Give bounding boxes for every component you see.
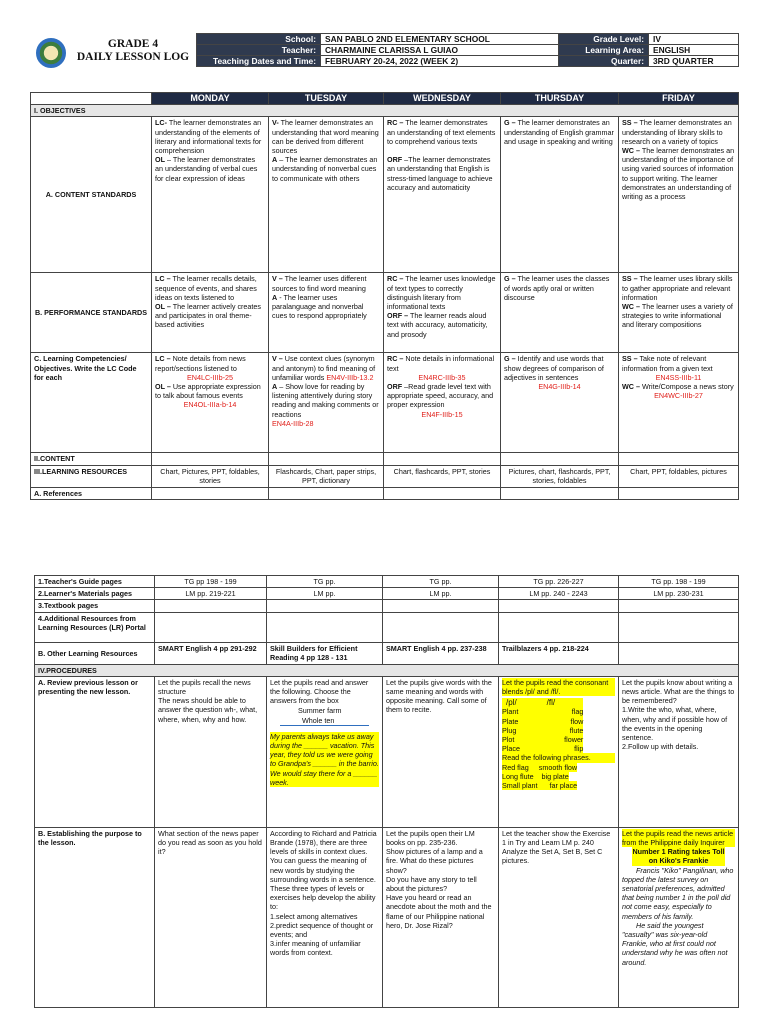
other-wednesday: SMART English 4 pp. 237-238	[383, 642, 499, 664]
additional-resources-label: 4.Additional Resources from Learning Resources (LR) Portal	[35, 612, 155, 642]
tg-thursday: TG pp. 226-227	[499, 576, 619, 588]
purpose-monday: What section of the news paper do you read as soon as you hold it?	[155, 827, 267, 1007]
other-friday	[619, 642, 739, 664]
tg-wednesday: TG pp.	[383, 576, 499, 588]
resources-label: III.LEARNING RESOURCES	[31, 465, 152, 487]
cs-thursday: G – The learner demonstrates an understanding of English grammar and usage in speaking and writing	[501, 117, 619, 273]
objectives-table	[30, 92, 739, 500]
lm-friday: LM pp. 230-231	[619, 588, 739, 600]
other-resources-label: B. Other Learning Resources	[35, 642, 155, 664]
resources-friday: Chart, PPT, foldables, pictures	[619, 465, 739, 487]
procedures-heading: IV.PROCEDURES	[35, 664, 739, 676]
ps-friday: SS – The learner uses library skills to gather appropriate and relevant information WC – The learner uses a variety of strategies to write informational and literary compositions	[619, 273, 739, 353]
review-friday: Let the pupils know about writing a news article. What are the things to be remembered? 1.Write the who, what, where, when, why and if possible how of the events in the opening sentence. 2.Follow up with details.	[619, 676, 739, 827]
school-label: School:	[197, 34, 321, 45]
lc-code: EN4G-IIIb-14	[538, 382, 581, 392]
blend-pair-row: Plug flute	[502, 725, 584, 735]
area-value: ENGLISH	[649, 45, 739, 56]
title-grade: GRADE 4	[107, 38, 159, 50]
cs-wednesday: RC – The learner demonstrates an understanding of text elements to comprehend various texts ORF –The learner demonstrates an understanding that English is stress-timed language to achieve accuracy and automaticity	[384, 117, 501, 273]
area-label: Learning Area:	[559, 45, 649, 56]
lc-code: EN4F-IIIb-15	[421, 409, 463, 419]
lc-code: EN4WC-IIIb-27	[654, 391, 703, 401]
day-thursday: THURSDAY	[501, 93, 619, 105]
content-label: II.CONTENT	[31, 453, 152, 465]
lc-code: EN4OL-IIIa-b-14	[183, 400, 237, 410]
references-label: A. References	[31, 487, 152, 499]
lc-friday: SS – Take note of relevant information from a given text EN4SS-IIIb-11 WC – Write/Compose a news story EN4WC-IIIb-27	[619, 353, 739, 453]
lm-label: 2.Learner's Materials pages	[35, 588, 155, 600]
blend-phrase: Long flute big plate	[502, 771, 569, 781]
lc-monday: LC – Note details from news report/sections listened to EN4LC-IIIb-25 OL – Use appropriate expression to talk about famous events EN4OL-IIIa-b-14	[152, 353, 269, 453]
resources-tuesday: Flashcards, Chart, paper strips, PPT, dictionary	[269, 465, 384, 487]
resources-wednesday: Chart, flashcards, PPT, stories	[384, 465, 501, 487]
resources-thursday: Pictures, chart, flashcards, PPT, stories, foldables	[501, 465, 619, 487]
grade-value: IV	[649, 34, 739, 45]
blend-pair-row: Place flip	[502, 744, 584, 754]
procedures-table	[34, 575, 739, 1008]
competencies-label: C. Learning Competencies/ Objectives. Write the LC Code for each	[31, 353, 152, 453]
lm-thursday: LM pp. 240 - 2243	[499, 588, 619, 600]
purpose-thursday: Let the teacher show the Exercise 1 in Try and Learn LM p. 240 Analyze the Set A, Set B, Set C pictures.	[499, 827, 619, 1007]
ps-thursday: G – The learner uses the classes of words aptly oral or written discourse	[501, 273, 619, 353]
quarter-label: Quarter:	[559, 56, 649, 67]
corner-cell	[31, 93, 152, 105]
tg-monday: TG pp 198 - 199	[155, 576, 267, 588]
quarter-value: 3RD QUARTER	[649, 56, 739, 67]
teacher-value: CHARMAINE CLARISSA L GUIAO	[321, 45, 559, 56]
lm-tuesday: LM pp.	[267, 588, 383, 600]
review-label: A. Review previous lesson or presenting the new lesson.	[35, 676, 155, 827]
cs-friday: SS – The learner demonstrates an understanding of library skills to research on a variety of topics WC – The learner demonstrates an understanding of the importance of using varied sources of information to support writing. The learner demonstrates an understanding of writing as a process	[619, 117, 739, 273]
blend-pair-row: Plant flag	[502, 707, 584, 717]
teacher-label: Teacher:	[197, 45, 321, 56]
resources-monday: Chart, Pictures, PPT, foldables, stories	[152, 465, 269, 487]
lc-code: EN4A-IIIb-28	[272, 418, 314, 428]
blend-phrase: Small plant far place	[502, 781, 578, 791]
dates-label: Teaching Dates and Time:	[197, 56, 321, 67]
lm-monday: LM pp. 219-221	[155, 588, 267, 600]
lc-wednesday: RC – Note details in informational text EN4RC-IIIb-35 ORF –Read grade level text with appropriate speed, accuracy, and proper expression EN4F-IIIb-15	[384, 353, 501, 453]
cs-monday: LC- The learner demonstrates an understanding of the elements of literary and informational texts for comprehension OL – The learner demonstrates an understanding of verbal cues for clear expression of ideas	[152, 117, 269, 273]
grade-label: Grade Level:	[559, 34, 649, 45]
purpose-wednesday: Let the pupils open their LM books on pp. 235-236. Show pictures of a lamp and a fire. What do these pictures show? Do you have any story to tell about the pictures? Have you heard or read an anecdote about the moth and the flame of our Philippine national hero, Dr. Jose Rizal?	[383, 827, 499, 1007]
review-thursday: Let the pupils read the consonant blends /pl/ and /fl/. /pl/ /fl/ Plant flag Plate flow Plug flute Plot flower Place flip Read the following phrases. Red flag smooth flowLong flute big plateSmall plant far place	[499, 676, 619, 827]
review-tuesday: Let the pupils read and answer the following. Choose the answers from the box Summer farm Whole ten My parents always take us away during the ______ vacation. This year, they told us we were going to Grandpa's ______ in the barrio. We would stay there for a ______ week.	[267, 676, 383, 827]
lc-code: EN4SS-IIIb-11	[655, 372, 702, 382]
other-thursday: Trailblazers 4 pp. 218-224	[499, 642, 619, 664]
textbook-label: 3.Textbook pages	[35, 600, 155, 612]
content-standards-label: A. CONTENT STANDARDS	[31, 117, 152, 273]
objectives-heading: I. OBJECTIVES	[31, 105, 739, 117]
dates-value: FEBRUARY 20-24, 2022 (WEEK 2)	[321, 56, 559, 67]
other-tuesday: Skill Builders for Efficient Reading 4 pp 128 - 131	[267, 642, 383, 664]
lm-wednesday: LM pp.	[383, 588, 499, 600]
review-wednesday: Let the pupils give words with the same meaning and words with opposite meaning. Call some of them to recite.	[383, 676, 499, 827]
header-info-table	[196, 33, 739, 67]
ps-monday: LC – The learner recalls details, sequence of events, and shares ideas on texts listened to OL – The learner actively creates and participates in oral theme-based activities	[152, 273, 269, 353]
tg-label: 1.Teacher's Guide pages	[35, 576, 155, 588]
blend-pair-row: Plot flower	[502, 735, 584, 745]
lc-code: EN4V-IIIb-13.2	[326, 372, 374, 382]
day-monday: MONDAY	[152, 93, 269, 105]
ps-tuesday: V – The learner uses different sources to find word meaning A - The learner uses paralanguage and nonverbal cues to respond appropriately	[269, 273, 384, 353]
page-title	[66, 38, 200, 64]
review-monday: Let the pupils recall the news structure The news should be able to answer the question wh-, what, where, when, why and how.	[155, 676, 267, 827]
lc-code: EN4RC-IIIb-35	[418, 372, 466, 382]
purpose-label: B. Establishing the purpose to the lesson.	[35, 827, 155, 1007]
tg-tuesday: TG pp.	[267, 576, 383, 588]
school-value: SAN PABLO 2ND ELEMENTARY SCHOOL	[321, 34, 559, 45]
day-wednesday: WEDNESDAY	[384, 93, 501, 105]
purpose-tuesday: According to Richard and Patricia Brande (1978), there are three levels of skills in context clues. You can guess the meaning of new words by studying the surrounding words in a sentence. These three types of levels or exercises help develop the ability to: 1.select among alternatives 2.predict sequence of thought or events; and 3.infer meaning of unfamiliar words from context.	[267, 827, 383, 1007]
answer-box: Summer farm Whole ten	[280, 706, 369, 725]
lc-tuesday: V – Use context clues (synonym and antonym) to find meaning of unfamiliar words EN4V-IIIb-13.2 A – Show love for reading by listening attentively during story reading and making comments or reactions EN4A-IIIb-28	[269, 353, 384, 453]
lc-thursday: G – Identify and use words that show degrees of comparison of adjectives in sentences EN4G-IIIb-14	[501, 353, 619, 453]
other-monday: SMART English 4 pp 291-292	[155, 642, 267, 664]
ps-wednesday: RC – The learner uses knowledge of text types to correctly distinguish literary from informational texts ORF – The learner reads aloud text with accuracy, automaticity, and prosody	[384, 273, 501, 353]
blend-phrase: Red flag smooth flow	[502, 762, 578, 772]
title-dll: DAILY LESSON LOG	[76, 51, 190, 63]
day-friday: FRIDAY	[619, 93, 739, 105]
deped-seal-logo	[36, 38, 66, 68]
day-tuesday: TUESDAY	[269, 93, 384, 105]
purpose-friday: Let the pupils read the news article from the Philippine daily Inquirer Number 1 Rating takes Toll on Kiko's Frankie Francis "Kiko" Pangilinan, who topped the latest survey on senatorial preferences, admitted that being number 1 in the poll did not come easy, especially to members of his family. He said the youngest "casualty" was six-year-old Frankie, who at first could not understand why he was often not around.	[619, 827, 739, 1007]
blend-pair-row: Plate flow	[502, 716, 584, 726]
lc-code: EN4LC-IIIb-25	[187, 372, 233, 382]
tg-friday: TG pp. 198 - 199	[619, 576, 739, 588]
performance-standards-label: B. PERFORMANCE STANDARDS	[31, 273, 152, 353]
cs-tuesday: V- The learner demonstrates an understanding that word meaning can be derived from different sources A – The learner demonstrates an understanding of nonverbal cues to communicate with others	[269, 117, 384, 273]
